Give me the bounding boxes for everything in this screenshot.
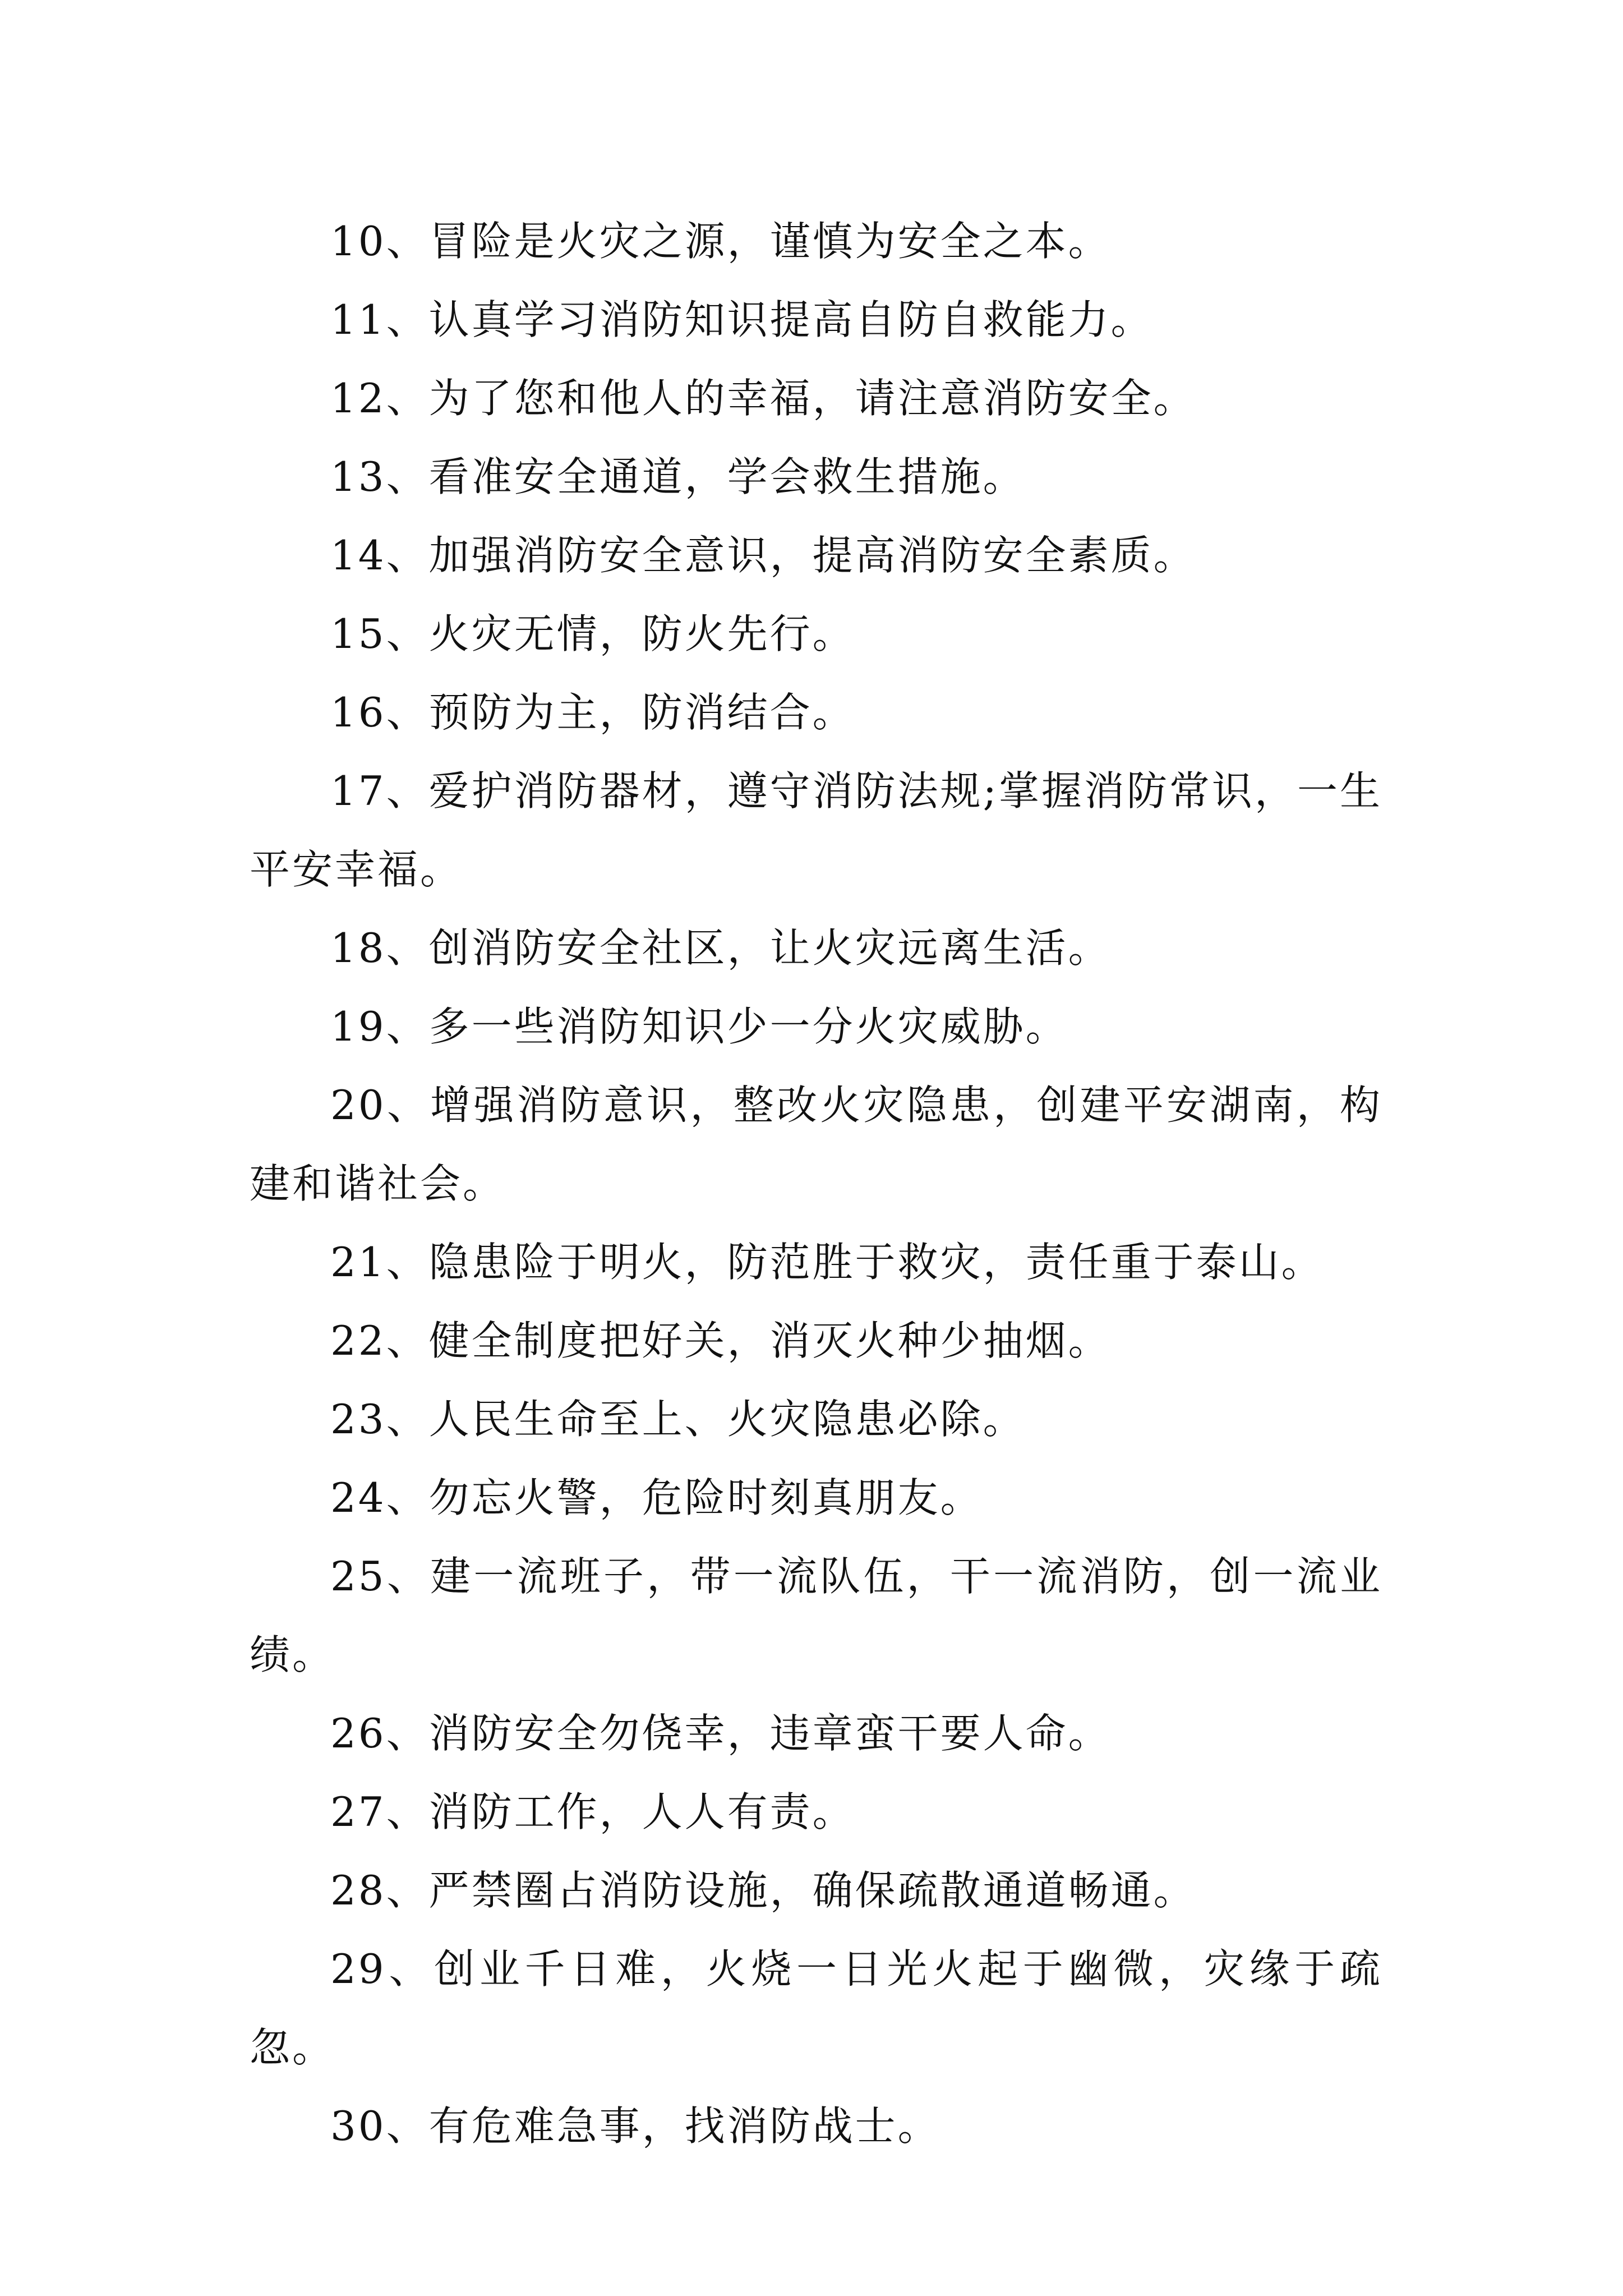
list-item: 27、消防工作，人人有责。 (330, 1788, 855, 1835)
list-item: 12、为了您和他人的幸福，请注意消防安全。 (330, 375, 1196, 422)
list-item: 19、多一些消防知识少一分火灾威胁。 (330, 1003, 1068, 1050)
list-item: 15、火灾无情，防火先行。 (330, 610, 855, 657)
list-item: 23、人民生命至上、火灾隐患必除。 (330, 1396, 1026, 1443)
list-item: 30、有危难急事，找消防战士。 (330, 2102, 940, 2150)
document-body (250, 202, 1382, 2165)
list-item: 25、建一流班子，带一流队伍，干一流消防，创一流业绩。 (250, 1553, 1382, 1678)
list-item: 20、增强消防意识，整改火灾隐患，创建平安湖南，构建和谐社会。 (250, 1082, 1382, 1207)
list-item: 22、健全制度把好关，消灭火种少抽烟。 (330, 1317, 1111, 1364)
list-item: 18、创消防安全社区，让火灾远离生活。 (330, 924, 1111, 972)
list-item: 21、隐患险于明火，防范胜于救灾，责任重于泰山。 (330, 1239, 1324, 1286)
list-item: 16、预防为主，防消结合。 (330, 689, 855, 736)
list-item: 13、看准安全通道，学会救生措施。 (330, 453, 1026, 500)
list-item: 28、严禁圈占消防设施，确保疏散通道畅通。 (330, 1867, 1196, 1914)
list-item: 26、消防安全勿侥幸，违章蛮干要人命。 (330, 1710, 1111, 1757)
list-item: 11、认真学习消防知识提高自防自救能力。 (330, 296, 1154, 343)
list-item: 10、冒险是火灾之源，谨慎为安全之本。 (330, 218, 1111, 265)
list-item: 17、爱护消防器材，遵守消防法规;掌握消防常识，一生平安幸福。 (250, 767, 1382, 893)
list-item: 14、加强消防安全意识，提高消防安全素质。 (330, 532, 1196, 579)
list-item: 24、勿忘火警，危险时刻真朋友。 (330, 1474, 983, 1521)
list-item: 29、创业千日难，火烧一日光火起于幽微，灾缘于疏忽。 (250, 1945, 1382, 2071)
